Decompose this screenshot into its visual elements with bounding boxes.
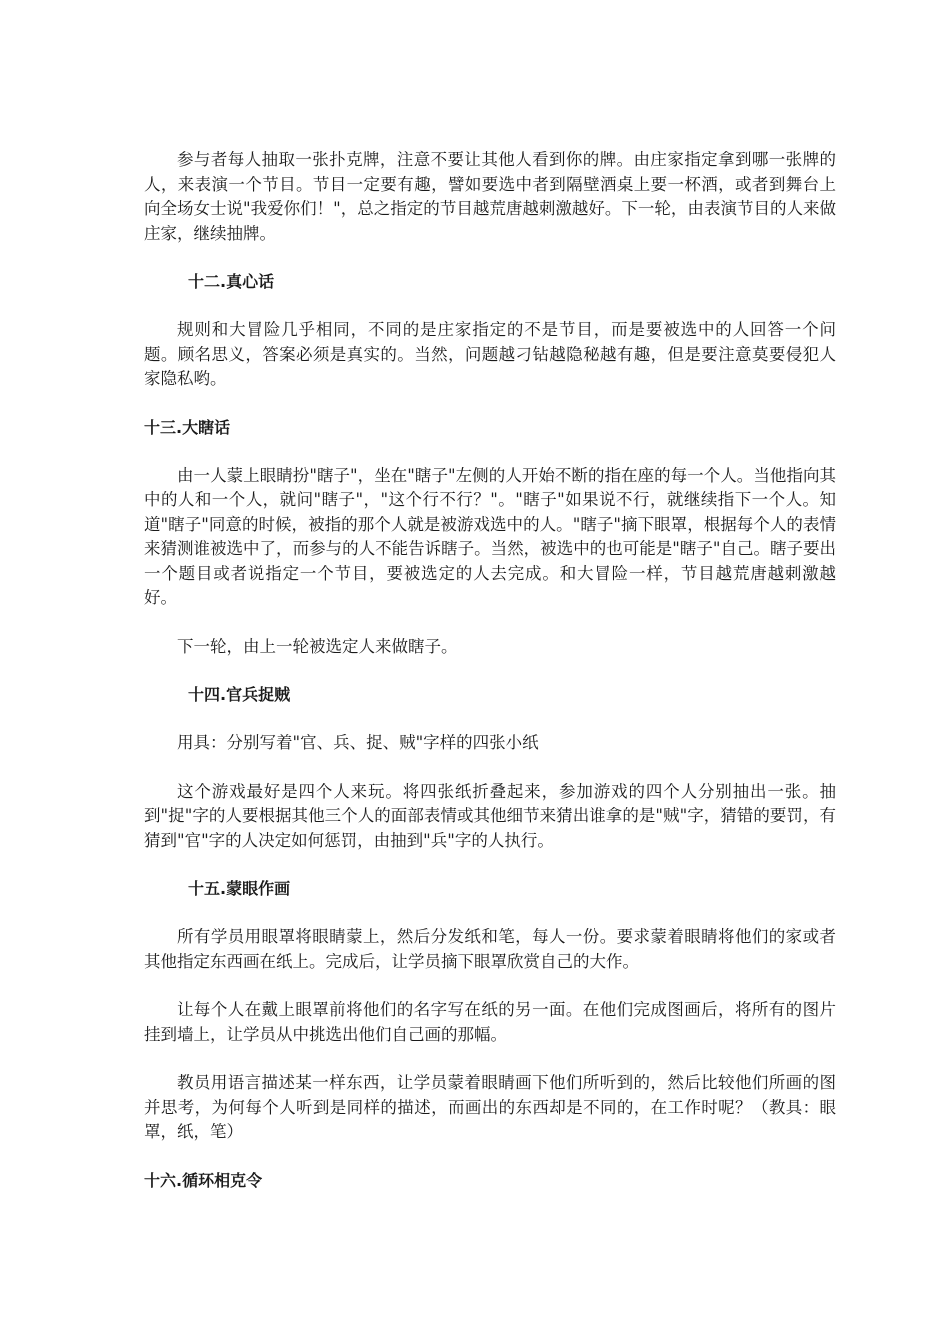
paragraph-meng-yan-step-3: 教员用语言描述某一样东西，让学员蒙着眼睛画下他们所听到的，然后比较他们所画的图并思考，为何每个人听到是同样的描述，而画出的东西却是不同的，在工作时呢？（教具：眼罩，纸，笔）	[144, 1073, 836, 1141]
paragraph-guan-bing-tools: 用具：分别写着"官、兵、捉、贼"字样的四张小纸	[177, 733, 539, 752]
section-heading-14: 十四.官兵捉贼	[188, 685, 291, 704]
section-heading-16: 十六.循环相克令	[144, 1170, 263, 1190]
paragraph-da-xia-hua-rules: 由一人蒙上眼睛扮"瞎子"，坐在"瞎子"左侧的人开始不断的指在座的每一个人。当他指向其中的人和一个人，就问"瞎子"，"这个行不行？"。"瞎子"如果说不行，就继续指下一个人。知道"瞎子"同意的时候，被指的那个人就是被游戏选中的人。"瞎子"摘下眼罩，根据每个人的表情来猜测谁被选中了，而参与的人不能告诉瞎子。当然，被选中的也可能是"瞎子"自己。瞎子要出一个题目或者说指定一个节目，要被选定的人去完成。和大冒险一样，节目越荒唐越刺激越好。	[144, 465, 836, 607]
paragraph-zhen-xin-hua-rules: 规则和大冒险几乎相同，不同的是庄家指定的不是节目，而是要被选中的人回答一个问题。顾名思义，答案必须是真实的。当然，问题越刁钻越隐秘越有趣，但是要注意莫要侵犯人家隐私哟。	[144, 320, 836, 388]
section-heading-15: 十五.蒙眼作画	[188, 879, 291, 898]
paragraph-da-mao-xian-rules: 参与者每人抽取一张扑克牌，注意不要让其他人看到你的牌。由庄家指定拿到哪一张牌的人，来表演一个节目。节目一定要有趣，譬如要选中者到隔壁酒桌上要一杯酒，或者到舞台上向全场女士说"我爱你们！"，总之指定的节目越荒唐越刺激越好。下一轮，由表演节目的人来做庄家，继续抽牌。	[144, 150, 836, 243]
paragraph-guan-bing-rules: 这个游戏最好是四个人来玩。将四张纸折叠起来，参加游戏的四个人分别抽出一张。抽到"捉"字的人要根据其他三个人的面部表情或其他细节来猜出谁拿的是"贼"字，猜错的要罚，有猜到"官"字的人决定如何惩罚，由抽到"兵"字的人执行。	[144, 781, 836, 850]
section-heading-12: 十二.真心话	[188, 272, 275, 291]
paragraph-da-xia-hua-next-round: 下一轮，由上一轮被选定人来做瞎子。	[177, 636, 458, 656]
section-heading-13: 十三.大瞎话	[144, 417, 231, 437]
document-body	[144, 148, 836, 1217]
paragraph-meng-yan-step-2: 让每个人在戴上眼罩前将他们的名字写在纸的另一面。在他们完成图画后，将所有的图片挂到墙上，让学员从中挑选出他们自己画的那幅。	[144, 1000, 836, 1044]
paragraph-meng-yan-step-1: 所有学员用眼罩将眼睛蒙上，然后分发纸和笔，每人一份。要求蒙着眼睛将他们的家或者其他指定东西画在纸上。完成后，让学员摘下眼罩欣赏自己的大作。	[144, 927, 836, 971]
